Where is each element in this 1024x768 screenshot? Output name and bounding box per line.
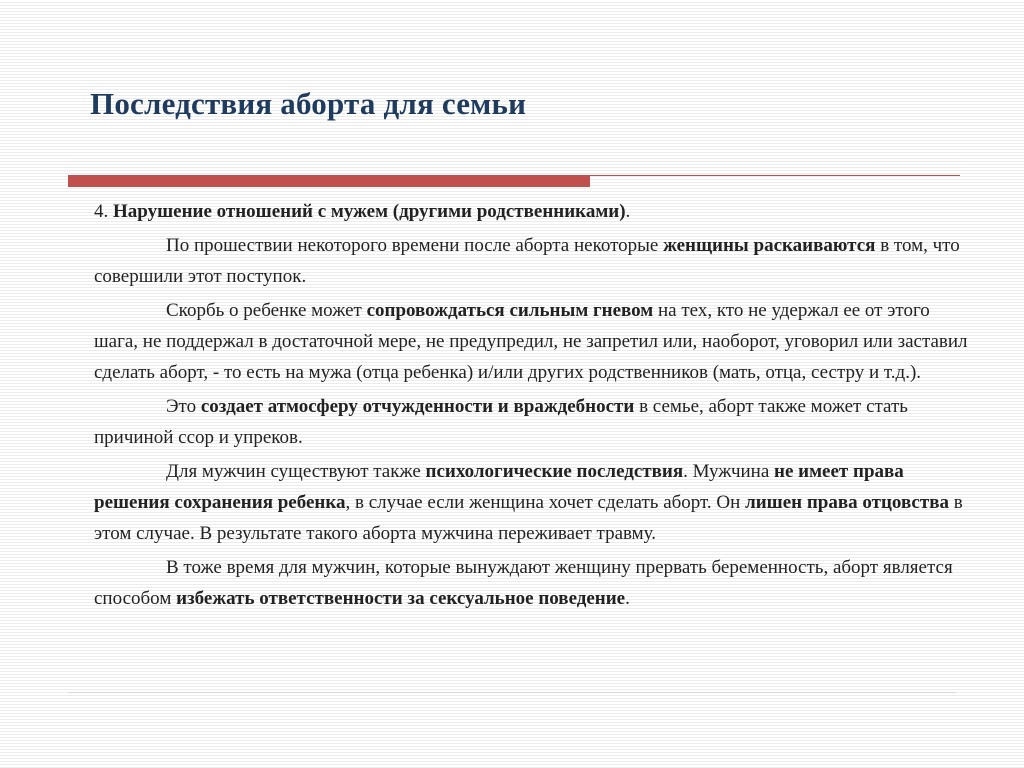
- p1-text-1: По прошествии некоторого времени после аборта некоторые: [166, 235, 664, 256]
- title-underline-thin: [590, 175, 960, 176]
- p5-text-2: .: [625, 588, 630, 609]
- slide-body: [94, 196, 970, 617]
- section-heading-end: .: [625, 201, 631, 222]
- section-heading-bold: Нарушение отношений с мужем (другими родственниками): [113, 201, 626, 222]
- p1-bold-1: женщины раскаиваются: [663, 235, 876, 256]
- p4-bold-2: не имеет права решения сохранения ребенка: [94, 461, 904, 513]
- p4-bold-1: психологические последствия: [425, 461, 684, 482]
- paragraph-1: [94, 230, 970, 292]
- p3-bold-1: создает атмосферу отчужденности и враждебности: [200, 396, 635, 417]
- slide-title: Последствия аборта для семьи: [90, 86, 527, 121]
- p1-text-2: в том, что совершили этот поступок.: [94, 235, 960, 287]
- p5-bold-1: избежать ответственности за сексуальное поведение: [176, 588, 626, 609]
- p4-text-1: Для мужчин существуют также: [166, 461, 426, 482]
- title-underline-thick: [68, 175, 590, 187]
- p4-text-4: в этом случае. В результате такого аборта мужчина переживает травму.: [94, 492, 963, 544]
- p4-bold-3: лишен права отцовства: [745, 492, 949, 513]
- paragraph-5: [94, 552, 970, 614]
- paragraph-2: [94, 295, 970, 388]
- p5-text-1: В тоже время для мужчин, которые вынуждают женщину прервать беременность, аборт является способом: [94, 557, 953, 609]
- p3-text-2: в семье, аборт также может стать причиной ссор и упреков.: [94, 396, 908, 448]
- p4-text-3: , в случае если женщина хочет сделать аборт. Он: [345, 492, 746, 513]
- paragraph-4: [94, 456, 970, 549]
- p3-text-1: Это: [166, 396, 201, 417]
- paragraph-3: [94, 391, 970, 453]
- p2-text-2: на тех, кто не удержал ее от этого шага, не поддержал в достаточной мере, не предупредил, не запретил или, наоборот, уговорил или заставил сделать аборт, - то есть на мужа (отца ребенка) и/или других родственников (мать, отца, сестру и т.д.).: [94, 300, 968, 383]
- section-heading: [94, 196, 970, 227]
- section-number: 4.: [94, 201, 113, 222]
- footer-rule: [68, 692, 956, 693]
- p2-bold-1: сопровождаться сильным гневом: [366, 300, 654, 321]
- p4-text-2: . Мужчина: [683, 461, 775, 482]
- p2-text-1: Скорбь о ребенке может: [166, 300, 367, 321]
